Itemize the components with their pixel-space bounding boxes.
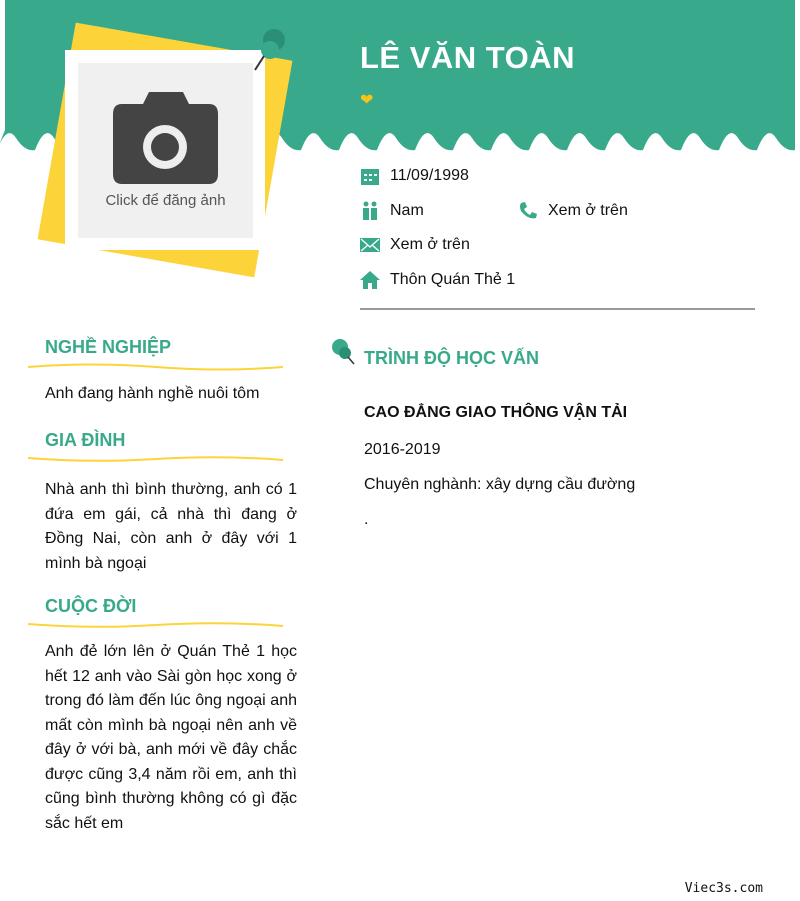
gender: Nam (390, 202, 424, 219)
phone-icon (518, 201, 538, 221)
education-major: Chuyên nghành: xây dựng cầu đường (364, 476, 636, 493)
career-title: NGHỀ NGHIỆP (45, 337, 172, 357)
email-row (360, 235, 470, 255)
email: Xem ở trên (390, 236, 470, 253)
wavy-underline (28, 362, 283, 372)
school-name: CAO ĐẲNG GIAO THÔNG VẬN TẢI (364, 404, 628, 421)
wavy-underline (28, 455, 283, 465)
candidate-name: LÊ VĂN TOÀN (360, 40, 576, 75)
pushpin-icon (330, 338, 356, 366)
pushpin-icon (250, 26, 290, 72)
phone: Xem ở trên (548, 202, 628, 219)
wavy-underline (28, 621, 283, 631)
address-row (360, 270, 515, 290)
hand-heart-icon: ❤ (360, 92, 374, 109)
family-text: Nhà anh thì bình thường, anh có 1 đứa em gái, cả nhà thì đang ở Đồng Nai, còn anh ở đây với 1 mình bà ngoại (45, 481, 297, 572)
life-title: CUỘC ĐỜI (45, 596, 137, 616)
upload-photo-button[interactable] (78, 63, 253, 238)
education-note: . (364, 511, 369, 528)
career-text: Anh đang hành nghề nuôi tôm (45, 385, 260, 402)
birthday-row (360, 166, 469, 186)
divider (360, 308, 755, 310)
birthday: 11/09/1998 (390, 167, 469, 184)
family-title: GIA ĐÌNH (45, 430, 126, 450)
education-title: TRÌNH ĐỘ HỌC VẤN (364, 348, 539, 368)
education-years: 2016-2019 (364, 441, 441, 458)
footer-brand: Viec3s.com (684, 881, 763, 896)
people-icon (360, 201, 380, 221)
life-text: Anh đẻ lớn lên ở Quán Thẻ 1 học hết 12 anh vào Sài gòn học xong ở trong đó làm đến lúc ông ngoại anh mất còn mình bà ngoại nên anh về đây ở với bà, anh mới về đây chắc được cũng 3,4 năm rồi em, anh thì cũng bình thường không có gì đặc sắc hết em (45, 643, 297, 832)
gender-row (360, 201, 424, 221)
upload-photo-label: Click để đăng ảnh (105, 192, 226, 209)
calendar-icon (360, 166, 380, 186)
envelope-icon (360, 235, 380, 255)
address: Thôn Quán Thẻ 1 (390, 271, 516, 288)
home-icon (360, 270, 380, 290)
phone-row (518, 201, 628, 221)
camera-icon (113, 92, 218, 184)
